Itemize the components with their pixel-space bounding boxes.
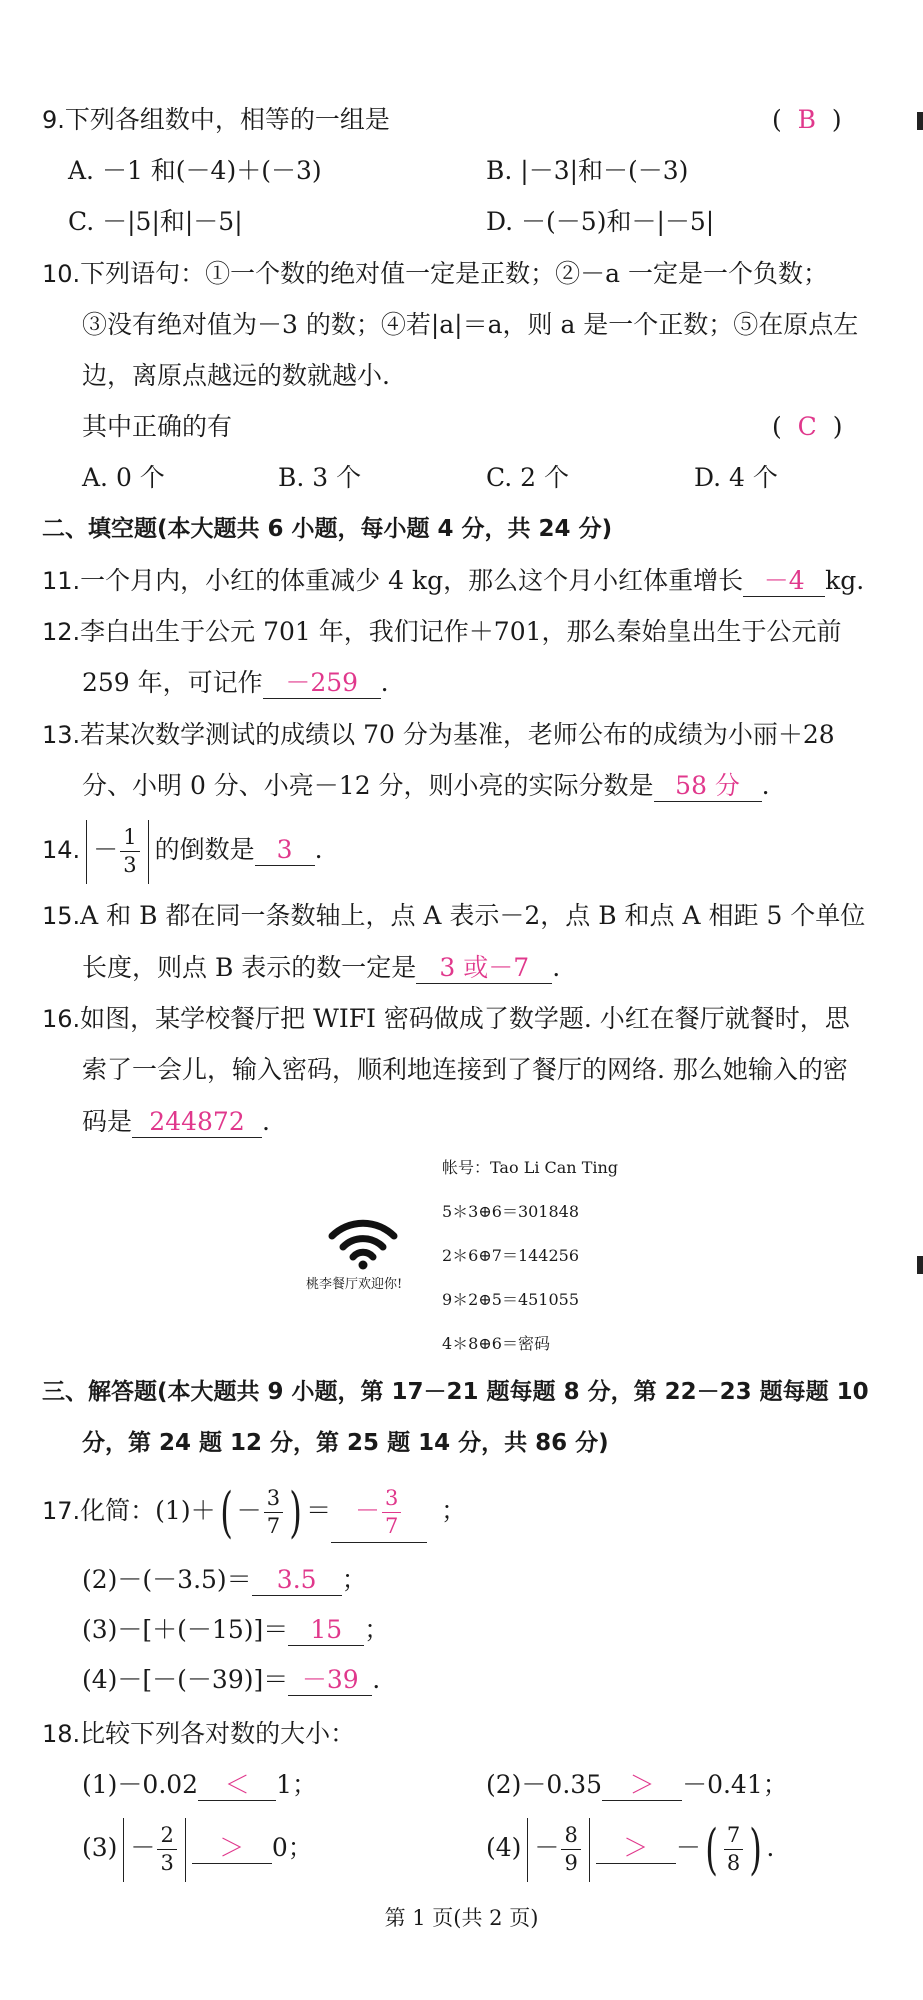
paren-left: ( xyxy=(219,1480,233,1544)
section-3-title-2: 分，第 24 题 12 分，第 25 题 14 分，共 86 分) xyxy=(82,1430,609,1456)
q16-number: 16. xyxy=(42,1005,81,1033)
q15-number: 15. xyxy=(42,902,81,930)
q13-tail: . xyxy=(761,771,770,800)
q18-part4-numerator-2: 7 xyxy=(726,1823,741,1847)
q17-part3: (3)－[＋(－15)]＝ 15 ； xyxy=(82,1615,390,1644)
q15-tail: . xyxy=(552,953,561,982)
q18-part4-fraction-2 xyxy=(724,1825,743,1874)
q12-answer: －259 xyxy=(263,668,381,699)
wifi-row-2: 2＊6⊕7＝144256 xyxy=(442,1246,580,1265)
q9-answer-bracket: ( B ) xyxy=(772,105,842,134)
q16-line2: 索了一会儿，输入密码，顺利地连接到了餐厅的网络. 那么她输入的密 xyxy=(82,1055,848,1084)
q10-line1 xyxy=(42,256,828,292)
q14-tail: . xyxy=(314,835,323,864)
q16-text-1: 如图，某学校餐厅把 WIFI 密码做成了数学题. 小红在餐厅就餐时，思 xyxy=(80,1004,850,1033)
q10-number: 10. xyxy=(42,260,81,288)
abs-bar-right xyxy=(185,1818,186,1882)
q17-semicolon: ； xyxy=(441,1496,467,1525)
abs-bar-right xyxy=(589,1818,590,1882)
q16-text-3: 码是 xyxy=(82,1107,133,1136)
q12-text-1: 李白出生于公元 701 年，我们记作＋701，那么秦始皇出生于公元前 xyxy=(80,617,842,646)
q13-number: 13. xyxy=(42,721,81,749)
q16-tail: . xyxy=(262,1107,270,1136)
q9-option-b: B. |－3|和－(－3) xyxy=(486,156,689,185)
q10-option-a: A. 0 个 xyxy=(82,463,165,492)
q18-part3-tail: 0； xyxy=(271,1833,313,1862)
q17-fraction xyxy=(264,1488,283,1537)
q18-answer-4: ＞ xyxy=(596,1833,676,1864)
q15-answer: 3 或－7 xyxy=(416,953,552,984)
q18-part4 xyxy=(486,1815,774,1882)
q18-part4-label: (4) xyxy=(486,1833,522,1862)
q12-line1 xyxy=(42,614,842,650)
q13-line1 xyxy=(42,717,835,753)
q10-line3: 边，离原点越远的数就越小. xyxy=(82,361,390,390)
q9-option-a: A. －1 和(－4)＋(－3) xyxy=(68,156,322,185)
q16-line3 xyxy=(82,1104,270,1140)
q14-numerator: 1 xyxy=(120,827,139,852)
q17-intro: 化简：(1)＋ xyxy=(80,1496,216,1525)
q18-answer-1: ＜ xyxy=(198,1770,276,1801)
paren-left: ( xyxy=(705,1817,718,1881)
q15-line1 xyxy=(42,898,865,934)
q13-text-2: 分、小明 0 分、小亮－12 分，则小亮的实际分数是 xyxy=(82,771,654,800)
q18-part2-text: (2)－0.35 xyxy=(486,1770,603,1799)
q16-answer: 244872 xyxy=(132,1107,262,1138)
q17-answer-fraction xyxy=(382,1488,401,1537)
q14-fraction xyxy=(120,827,139,876)
q17-answer-2: 3.5 xyxy=(252,1565,342,1596)
q18-part4-fraction xyxy=(561,1825,580,1874)
q18-part4-denominator-2: 8 xyxy=(726,1851,741,1875)
q18-number: 18. xyxy=(42,1720,81,1748)
q11-number: 11. xyxy=(42,567,81,595)
q11 xyxy=(42,563,864,599)
section-3-title-1: 三、解答题(本大题共 9 小题，第 17－21 题每题 8 分，第 22－23 题每题 10 xyxy=(42,1379,869,1405)
abs-bar-left xyxy=(527,1818,528,1882)
abs-bar-right xyxy=(148,820,149,884)
q9-answer: B xyxy=(797,105,817,134)
q15-line2 xyxy=(82,950,560,986)
q18-part1-tail: 1； xyxy=(276,1770,317,1799)
q17-part3-text: (3)－[＋(－15)]＝ xyxy=(82,1615,289,1644)
q18-part4-denominator: 9 xyxy=(564,1851,578,1875)
q10-option-b: B. 3 个 xyxy=(278,463,362,492)
q18-part4-minus: － xyxy=(534,1833,560,1862)
q18-part3-minus: － xyxy=(130,1833,156,1862)
q17-part4 xyxy=(82,1662,380,1698)
page-footer: 第 1 页(共 2 页) xyxy=(384,1906,539,1930)
q18-part1 xyxy=(82,1767,317,1803)
q17-part2: (2)－(－3.5)＝ 3.5 ； xyxy=(82,1565,367,1594)
q18-part4-outer-minus: － xyxy=(675,1833,701,1862)
q10-line4: 其中正确的有 xyxy=(82,412,233,441)
q18-part3-fraction xyxy=(157,1825,176,1874)
q17-answer-1 xyxy=(331,1480,427,1543)
q9-text: 下列各组数中，相等的一组是 xyxy=(64,105,390,134)
q17-number: 17. xyxy=(42,1497,81,1525)
section-2-title: 二、填空题(本大题共 6 小题，每小题 4 分，共 24 分) xyxy=(42,516,613,542)
q11-answer: －4 xyxy=(743,566,825,597)
q18-answer-2: ＞ xyxy=(602,1770,682,1801)
q12-number: 12. xyxy=(42,618,81,646)
q14-answer: 3 xyxy=(255,835,315,866)
q17-numerator: 3 xyxy=(264,1488,283,1513)
abs-bar-left xyxy=(86,820,87,884)
q18-part3-denominator: 3 xyxy=(160,1851,174,1875)
paren-right: ) xyxy=(289,1480,302,1544)
q10-line2: ③没有绝对值为－3 的数；④若|a|＝a，则 a 是一个正数；⑤在原点左 xyxy=(82,310,859,339)
q17-answer-4: －39 xyxy=(288,1665,372,1696)
q17-equals: ＝ xyxy=(306,1496,332,1525)
q10-answer-bracket: ( C ) xyxy=(772,412,843,441)
q17-part2-text: (2)－(－3.5)＝ xyxy=(82,1565,252,1594)
q13-line2 xyxy=(82,768,770,804)
q9-option-c: C. －|5|和|－5| xyxy=(68,207,243,236)
q9-option-d: D. －(－5)和－|－5| xyxy=(486,207,715,236)
q15-text-2: 长度，则点 B 表示的数一定是 xyxy=(82,953,417,982)
q16-line1 xyxy=(42,1001,850,1037)
abs-bar-left xyxy=(123,1818,124,1882)
q9-stem xyxy=(42,102,390,138)
q17-part1 xyxy=(42,1478,466,1544)
q12-text-2: 259 年，可记作 xyxy=(82,668,263,697)
q14-denominator: 3 xyxy=(123,853,137,877)
q18-part1-text: (1)－0.02 xyxy=(82,1770,199,1799)
q12-tail: . xyxy=(380,668,389,697)
q17-answer-3: 15 xyxy=(288,1615,364,1646)
q17-part4-end: . xyxy=(372,1665,381,1694)
q14-text: 的倒数是 xyxy=(154,835,255,864)
q17-minus: － xyxy=(236,1496,262,1525)
q11-text: 一个月内，小红的体重减少 4 kg，那么这个月小红体重增长 xyxy=(80,566,744,595)
q18-answer-3: ＞ xyxy=(192,1833,272,1864)
q17-answer-numerator: 3 xyxy=(382,1488,401,1513)
q18-part4-fraction-2-numerator xyxy=(724,1825,743,1850)
q18-text: 比较下列各对数的大小： xyxy=(80,1719,356,1748)
q14 xyxy=(42,818,323,884)
q11-tail: kg. xyxy=(825,566,865,595)
q10-option-c: C. 2 个 xyxy=(486,463,569,492)
q17-answer-minus: － xyxy=(354,1496,380,1525)
q17-denominator: 7 xyxy=(266,1514,281,1538)
edge-mark xyxy=(917,112,923,130)
wifi-row-1: 5＊3⊕6＝301848 xyxy=(442,1202,580,1221)
q18-part3-label: (3) xyxy=(82,1833,118,1862)
wifi-row-3: 9＊2⊕5＝451055 xyxy=(442,1290,580,1309)
wifi-icon xyxy=(328,1218,398,1270)
q18-part2 xyxy=(486,1767,788,1803)
q13-answer: 58 分 xyxy=(654,771,762,802)
q9-number: 9. xyxy=(42,106,65,134)
wifi-row-4: 4＊8⊕6＝密码 xyxy=(442,1334,550,1353)
q17-part4-text: (4)－[－(－39)]＝ xyxy=(82,1665,289,1694)
q18-part4-numerator: 8 xyxy=(561,1825,580,1850)
q10-text-1: 下列语句：①一个数的绝对值一定是正数；②－a 一定是一个负数； xyxy=(80,259,829,288)
q13-text-1: 若某次数学测试的成绩以 70 分为基准，老师公布的成绩为小丽＋28 xyxy=(80,720,835,749)
q10-option-d: D. 4 个 xyxy=(694,463,778,492)
wifi-caption: 桃李餐厅欢迎你! xyxy=(306,1277,403,1292)
q18-part2-tail: －0.41； xyxy=(682,1770,788,1799)
q17-answer-denominator: 7 xyxy=(384,1514,399,1538)
q15-text-1: A 和 B 都在同一条数轴上，点 A 表示－2，点 B 和点 A 相距 5 个单位 xyxy=(80,901,866,930)
q10-answer: C xyxy=(797,412,817,441)
q14-minus: － xyxy=(93,835,119,864)
q18-part3-numerator: 2 xyxy=(157,1825,176,1850)
q14-number: 14. xyxy=(42,836,81,864)
wifi-account: 帐号：Tao Li Can Ting xyxy=(442,1158,619,1177)
edge-mark xyxy=(917,1256,923,1274)
q18-stem xyxy=(42,1716,355,1752)
q18-part4-tail: . xyxy=(766,1833,775,1862)
q12-line2 xyxy=(82,665,389,701)
paren-right: ) xyxy=(749,1817,763,1881)
q18-part3 xyxy=(82,1815,313,1882)
